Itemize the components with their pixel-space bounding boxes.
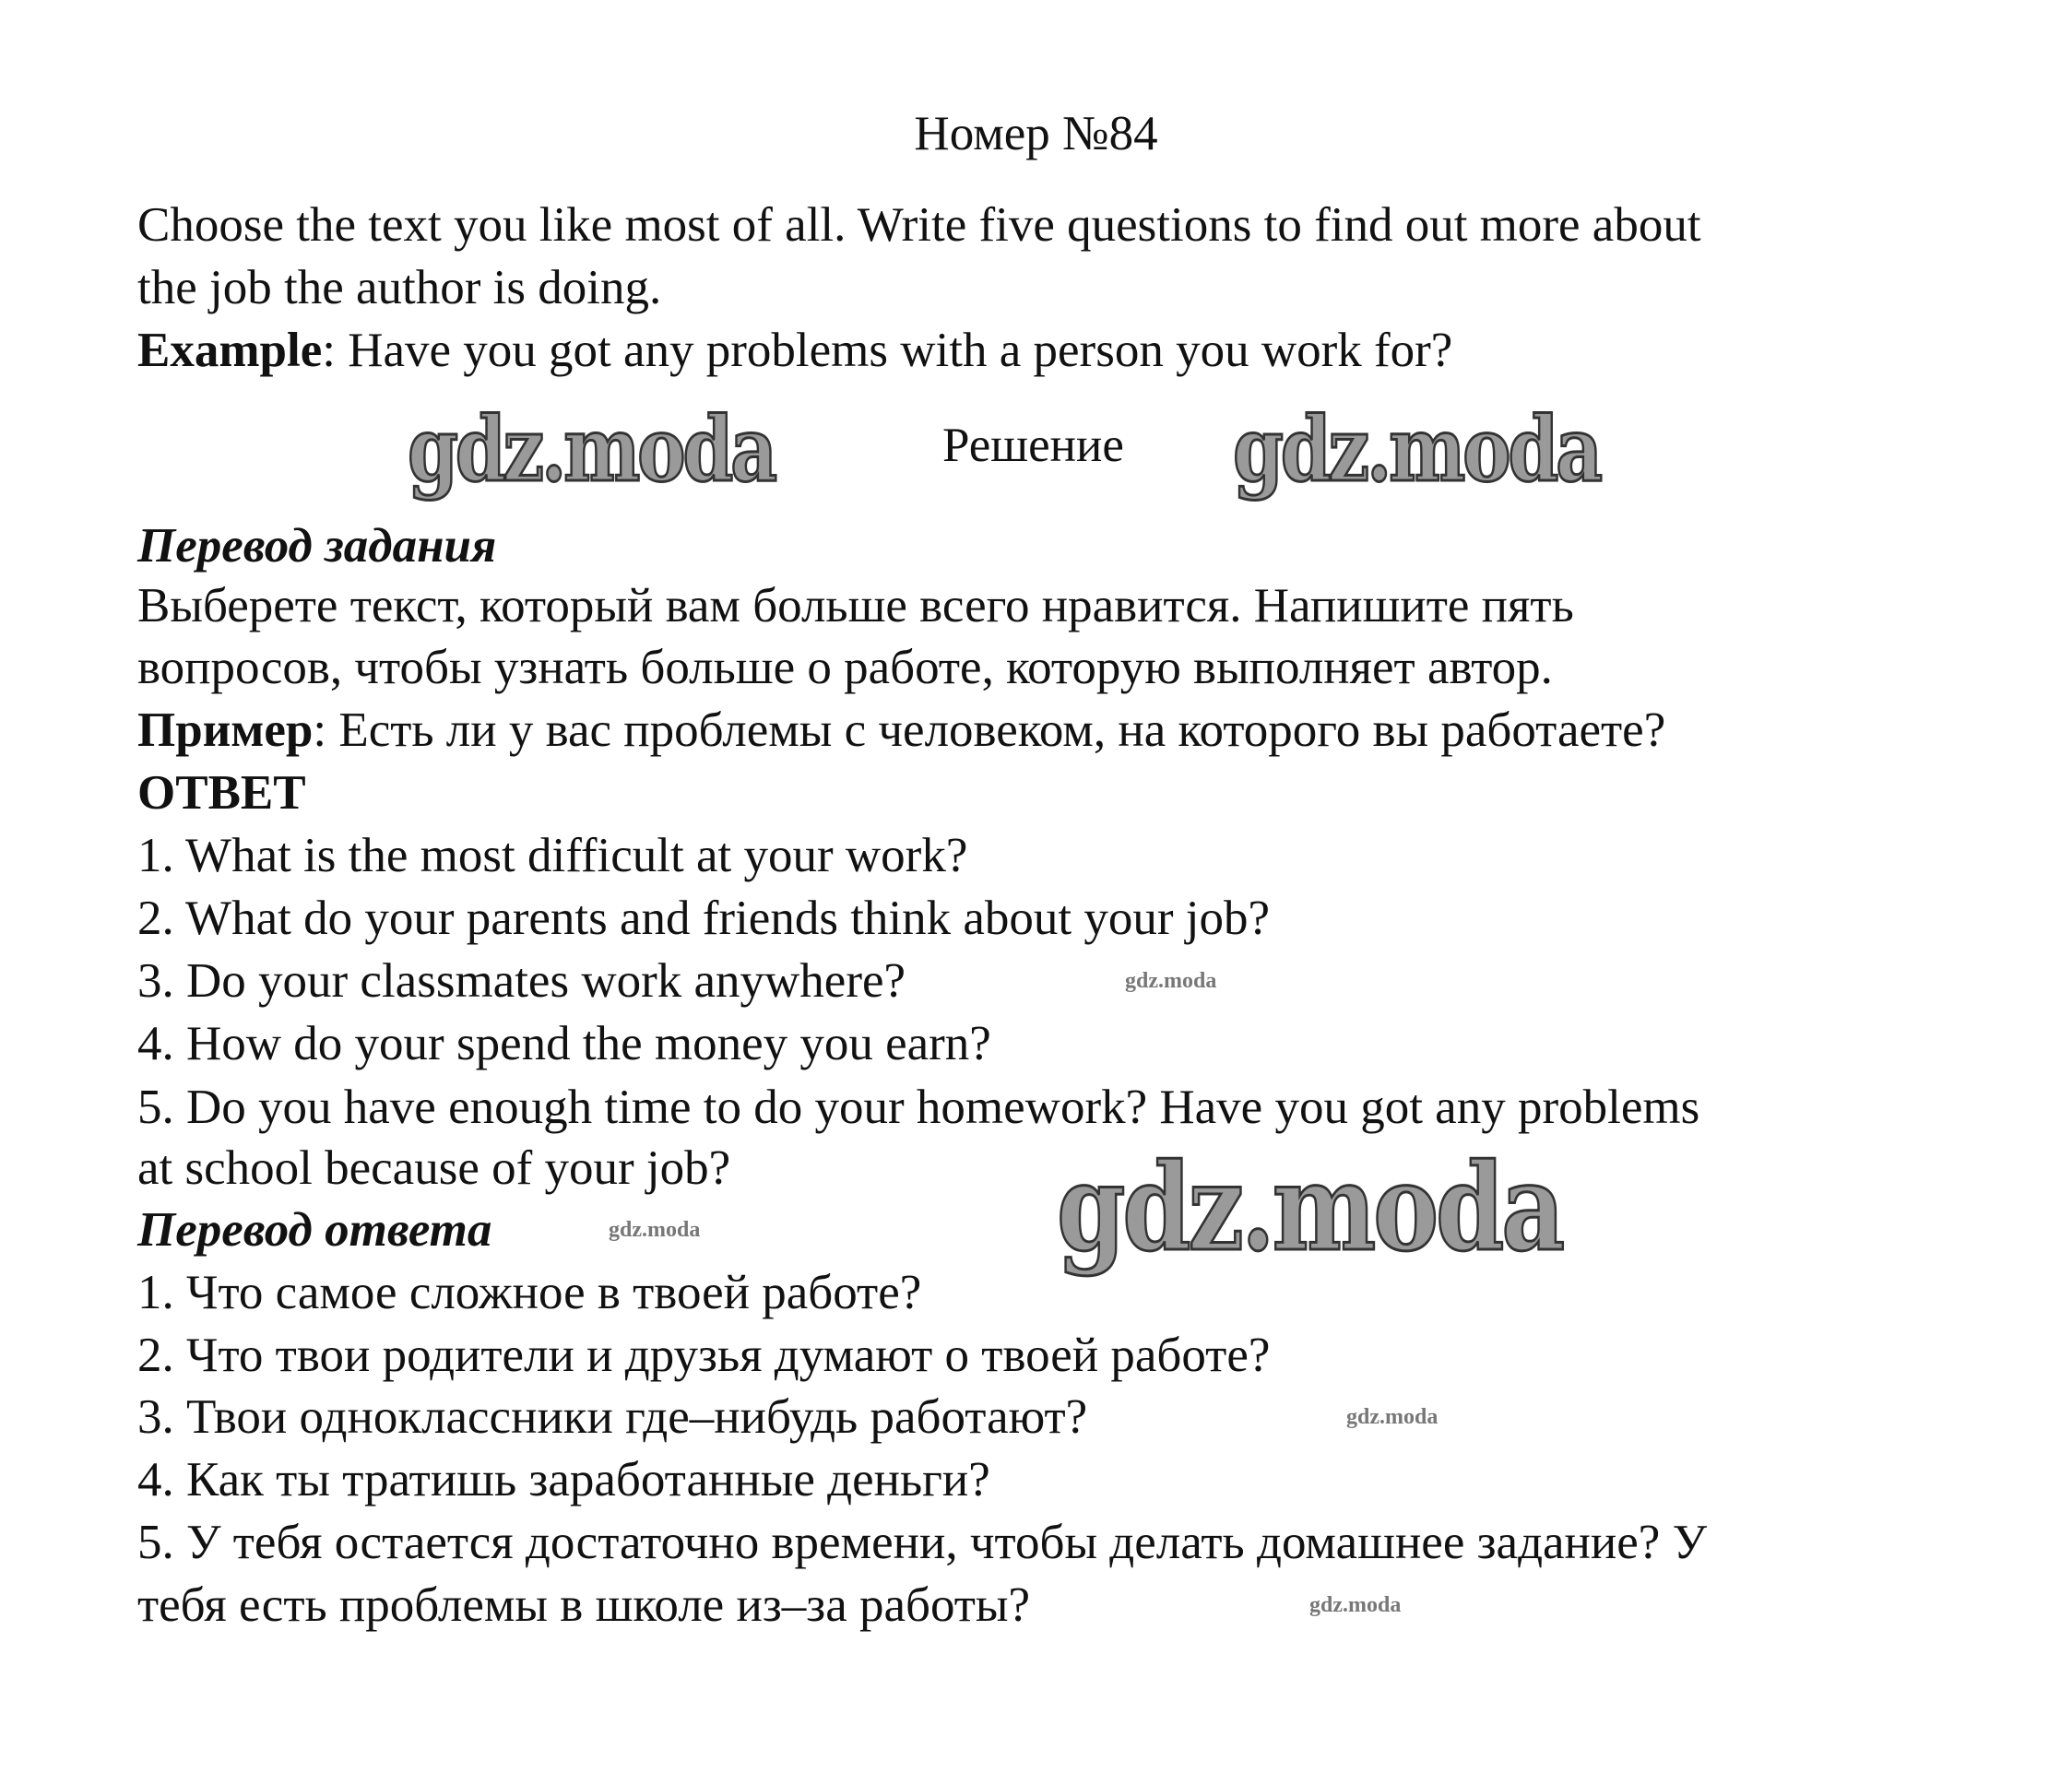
solution-label: Решение: [942, 419, 1124, 472]
task-line: the job the author is doing.: [137, 261, 662, 314]
answer-heading: ОТВЕТ: [137, 766, 306, 820]
answer-translation-line: 1. Что самое сложное в твоей работе?: [137, 1266, 922, 1319]
task-example: [137, 319, 1452, 382]
answer-translation-heading: Перевод ответа: [137, 1203, 492, 1257]
translation-line: Выберете текст, который вам больше всего нравится. Напишите пять: [137, 579, 1574, 632]
answer-translation-line: тебя есть проблемы в школе из–за работы?: [137, 1578, 1031, 1632]
answer-line: 3. Do your classmates work anywhere?: [137, 954, 906, 1008]
translation-example: [137, 699, 1665, 762]
example-label: Пример: [137, 703, 314, 757]
watermark-small: gdz.moda: [609, 1218, 701, 1242]
task-translation-heading: Перевод задания: [137, 519, 497, 573]
watermark-logo-large: gdz.moda: [1057, 1137, 1562, 1278]
answer-line: 5. Do you have enough time to do your homework? Have you got any problems: [137, 1081, 1700, 1134]
example-label: Example: [137, 324, 323, 377]
answer-translation-line: 5. У тебя остается достаточно времени, чтобы делать домашнее задание? У: [137, 1516, 1708, 1569]
watermark-small: gdz.moda: [1346, 1405, 1439, 1429]
answer-line: at school because of your job?: [137, 1141, 731, 1195]
watermark-small: gdz.moda: [1309, 1593, 1402, 1617]
example-text: : Есть ли у вас проблемы с человеком, на которого вы работаете?: [313, 703, 1666, 757]
answer-translation-line: 2. Что твои родители и друзья думают о твоей работе?: [137, 1329, 1271, 1382]
answer-translation-line: 4. Как ты тратишь заработанные деньги?: [137, 1453, 990, 1506]
answer-line: 4. How do your spend the money you earn?: [137, 1017, 991, 1070]
example-text: : Have you got any problems with a person you work for?: [322, 324, 1453, 377]
answer-line: 1. What is the most difficult at your work?: [137, 829, 968, 882]
watermark-small: gdz.moda: [1125, 969, 1217, 993]
page-title: Номер №84: [914, 107, 1158, 160]
watermark-logo: gdz.moda: [408, 397, 775, 502]
answer-translation-line: 3. Твои одноклассники где–нибудь работают?: [137, 1390, 1088, 1444]
translation-line: вопросов, чтобы узнать больше о работе, которую выполняет автор.: [137, 641, 1553, 694]
answer-line: 2. What do your parents and friends think about your job?: [137, 892, 1271, 945]
watermark-logo: gdz.moda: [1233, 397, 1600, 502]
task-line: Choose the text you like most of all. Write five questions to find out more about: [137, 198, 1701, 252]
